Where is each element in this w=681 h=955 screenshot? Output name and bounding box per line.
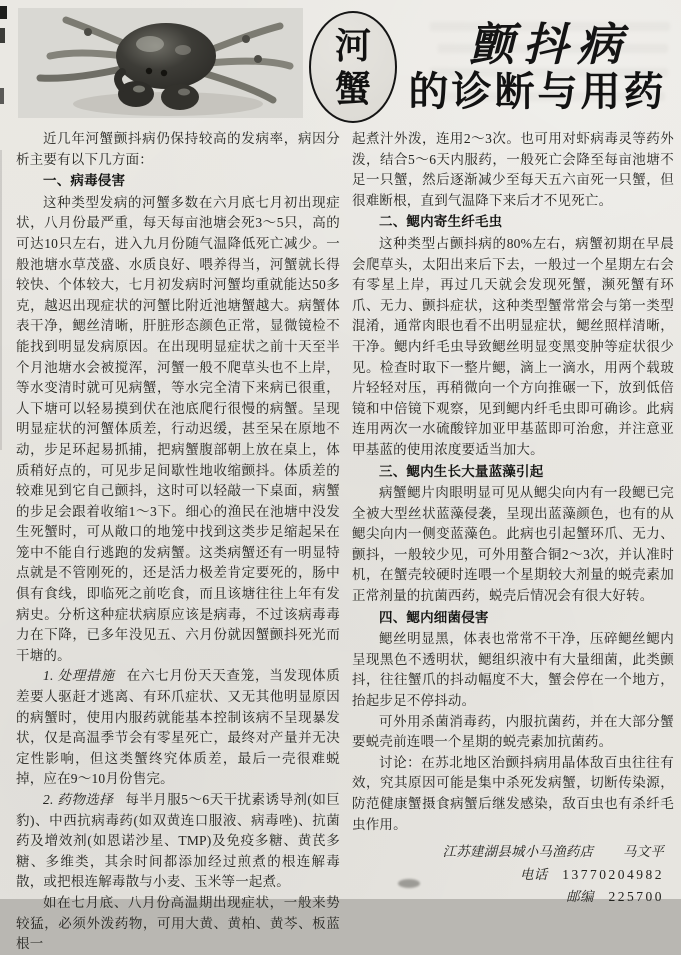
signature-shop-line: [352, 841, 664, 864]
section-1-item-2: [16, 790, 340, 893]
item-1-label: 1. 处理措施: [43, 668, 115, 684]
scan-edge-mark: [0, 28, 5, 43]
postcode-label: 邮编: [566, 889, 594, 905]
item-2-label: 2. 药物选择: [43, 792, 114, 807]
section-2-heading: 二、鳃内寄生纤毛虫: [379, 214, 503, 230]
crab-illustration: [18, 8, 303, 118]
shop-name: 江苏建湖县城小马渔药店: [442, 844, 594, 860]
badge-char-top: 河: [334, 24, 371, 66]
left-column: [16, 129, 340, 955]
right-column: [352, 129, 674, 909]
badge-char-bottom: 蟹: [334, 68, 371, 109]
phone-number: 13770204982: [562, 866, 664, 882]
postcode-number: 225700: [608, 889, 664, 905]
section-1-continuation: 起煮汁外泼，连用2～3次。也可用对虾病毒灵等药外泼，结合5～6天内服药，一般死亡会降至每亩池塘不足一只蟹，然后逐渐减少至每天五六亩死一只蟹，但很难断根，直到气温降下来后才不见死亡。: [352, 131, 674, 208]
section-1-body: 这种类型发病的河蟹多数在六月底七月初出现症状，八月份最严重，每天每亩池塘会死3～5只，高的可达10只左右，进入九月份随气温降低死亡减少。一般池塘水草茂盛、水质良好、喂养得当，河蟹就长得较快、个体较大，七月初发病时河蟹均重就能达50多克，越迟出现症状的河蟹比附近池塘蟹越大。病蟹体表干净，鳃丝清晰，肝脏形态颜色正常，显微镜检不能找到明显发病原因。在出现明显症状之前十天至半个月池塘水会被搅浑，河蟹一般不爬草头也不上岸，等水变清时就可见病蟹，等水完全清下来病已很重，人下塘可以轻易摸到伏在池底爬行很慢的病蟹。呈现明显症状的河蟹体质差，行动迟缓，甚至呆在原地不动，步足环起易抓捕，把病蟹腹部朝上放在桌上，体质稍好点的，可见步足间歇性地收缩颤抖。体质差的较难见到它自己颤抖，这时可以轻敲一下桌面，病蟹的步足会跟着收缩1～3下。细心的渔民在池塘中没发生死蟹时，可从敞口的地笼中找到这类步足缩起呆在笼中不能自行逃跑的发病蟹。这类病蟹还有一明显特点就是不管刚死的，还是活力极差肯定要死的，肠中俱有食线，即临死之前吃食，而且该塘往往上年有发病史。分析这种症状病原应该是病毒，不过该病毒毒力在下降，已多年没见五、六月份就因蟹颤抖死光而干塘的。: [16, 194, 340, 663]
item-2-text: 每半月服5～6天干扰素诱导剂(如巨豹)、中西抗病毒药(如双黄连口服液、病毒唑)、抗菌药及增效剂(如恩诺沙星、TMP)及免疫多糖、黄芪多糖、多维类，其余时间都添加经过煎煮的根连解毒散，或把根连解毒散与小麦、玉米等一起煮。: [16, 792, 340, 890]
item-1-text: 在六七月份天天查笼，当发现体质差要人驱赶才逃离、有环爪症状、又无其他明显原因的病蟹时，使用内服药就能基本控制该病不呈现暴发状，仅是高温季节会有零星死亡，最终对产量并无决定性影响，但这类蟹终究体质差，最后一壳很难蜕掉，应在9～10月份售完。: [16, 668, 340, 787]
section-4-body-1: 鳃丝明显黑，体表也常常不干净，压碎鳃丝鳃内呈现黑色不透明状，鳃组织液中有大量细菌，此类颤抖，往往蟹爪的抖动幅度不大，蟹会停在一个地方，抬起步足不停抖动。: [352, 631, 674, 709]
crab-photo: [18, 8, 303, 118]
section-2-body: 这种类型占颤抖病的80%左右，病蟹初期在早晨会爬草头，太阳出来后下去，一般过一个星期左右会有零星上岸，再过几天就会发现死蟹，濒死蟹有环爪、无力、颤抖症状，这种类型蟹常常会与第一类型混淆，通常肉眼也看不出明显症状，鳃丝照样清晰，干净。鳃内纤毛虫导致鳃丝明显变黑变肿等症状很少见。检查时取下一整片鳃，滴上一滴水，用两个载玻片轻轻对压，再稍微向一个方向推碾一下，放到低倍镜和中倍镜下观察，见到鳃内纤毛虫即可确诊。此病连用两次一水硫酸锌加亚甲基蓝即可治愈，并注意亚甲基蓝的使用浓度要适当加大。: [352, 235, 674, 457]
article-title-line1: 颤抖病: [468, 20, 631, 70]
scan-edge-mark: [0, 6, 7, 19]
column-badge: [309, 11, 397, 123]
section-3-body: 病蟹鳃片肉眼明显可见从鳃尖向内有一段鳃已完全被大型丝状蓝藻侵袭，呈现出蓝藻颜色，也有的从鳃尖向内一侧变蓝藻色。此病也引起蟹环爪、无力、颤抖，一般较少见，可外用螯合铜2～3次，并认准时机，在蟹壳较硬时连喂一个星期较大剂量的蜕壳素加正常剂量的抗菌西药，蜕壳后情况会有很大好转。: [352, 485, 674, 604]
section-1-item-1: [16, 666, 340, 790]
section-4-heading: 四、鳃内细菌侵害: [379, 609, 489, 625]
discussion-paragraph: 讨论：在苏北地区治颤抖病用晶体敌百虫往往有效，究其原因可能是集中杀死发病蟹，切断传染源，防范健康蟹摄食病蟹后继发感染，敌百虫也有杀纤毛虫作用。: [352, 754, 674, 832]
signature-block: [352, 841, 674, 909]
scan-streak: [0, 150, 2, 450]
author-name: 马文平: [622, 844, 664, 860]
article-title-line2: 的诊断与用药: [408, 70, 667, 114]
section-4-body-2: 可外用杀菌消毒药，内服抗菌药，并在大部分蟹要蜕壳前连喂一个星期的蜕壳素加抗菌药。: [352, 713, 674, 750]
section-1-heading: 一、病毒侵害: [43, 173, 126, 189]
intro-paragraph: 近几年河蟹颤抖病仍保持较高的发病率，病因分析主要有以下几方面：: [16, 131, 340, 167]
section-1-item-2-continued: 如在七月底、八月份高温期出现症状，一般来势较猛，必须外泼药物，可用大黄、黄柏、黄芩、板蓝根一: [16, 894, 340, 952]
signature-phone-line: [352, 864, 664, 887]
scan-edge-mark: [0, 88, 4, 104]
signature-postcode-line: [352, 886, 664, 909]
phone-label: 电话: [520, 866, 548, 882]
section-3-heading: 三、鳃内生长大量蓝藻引起: [379, 463, 544, 479]
